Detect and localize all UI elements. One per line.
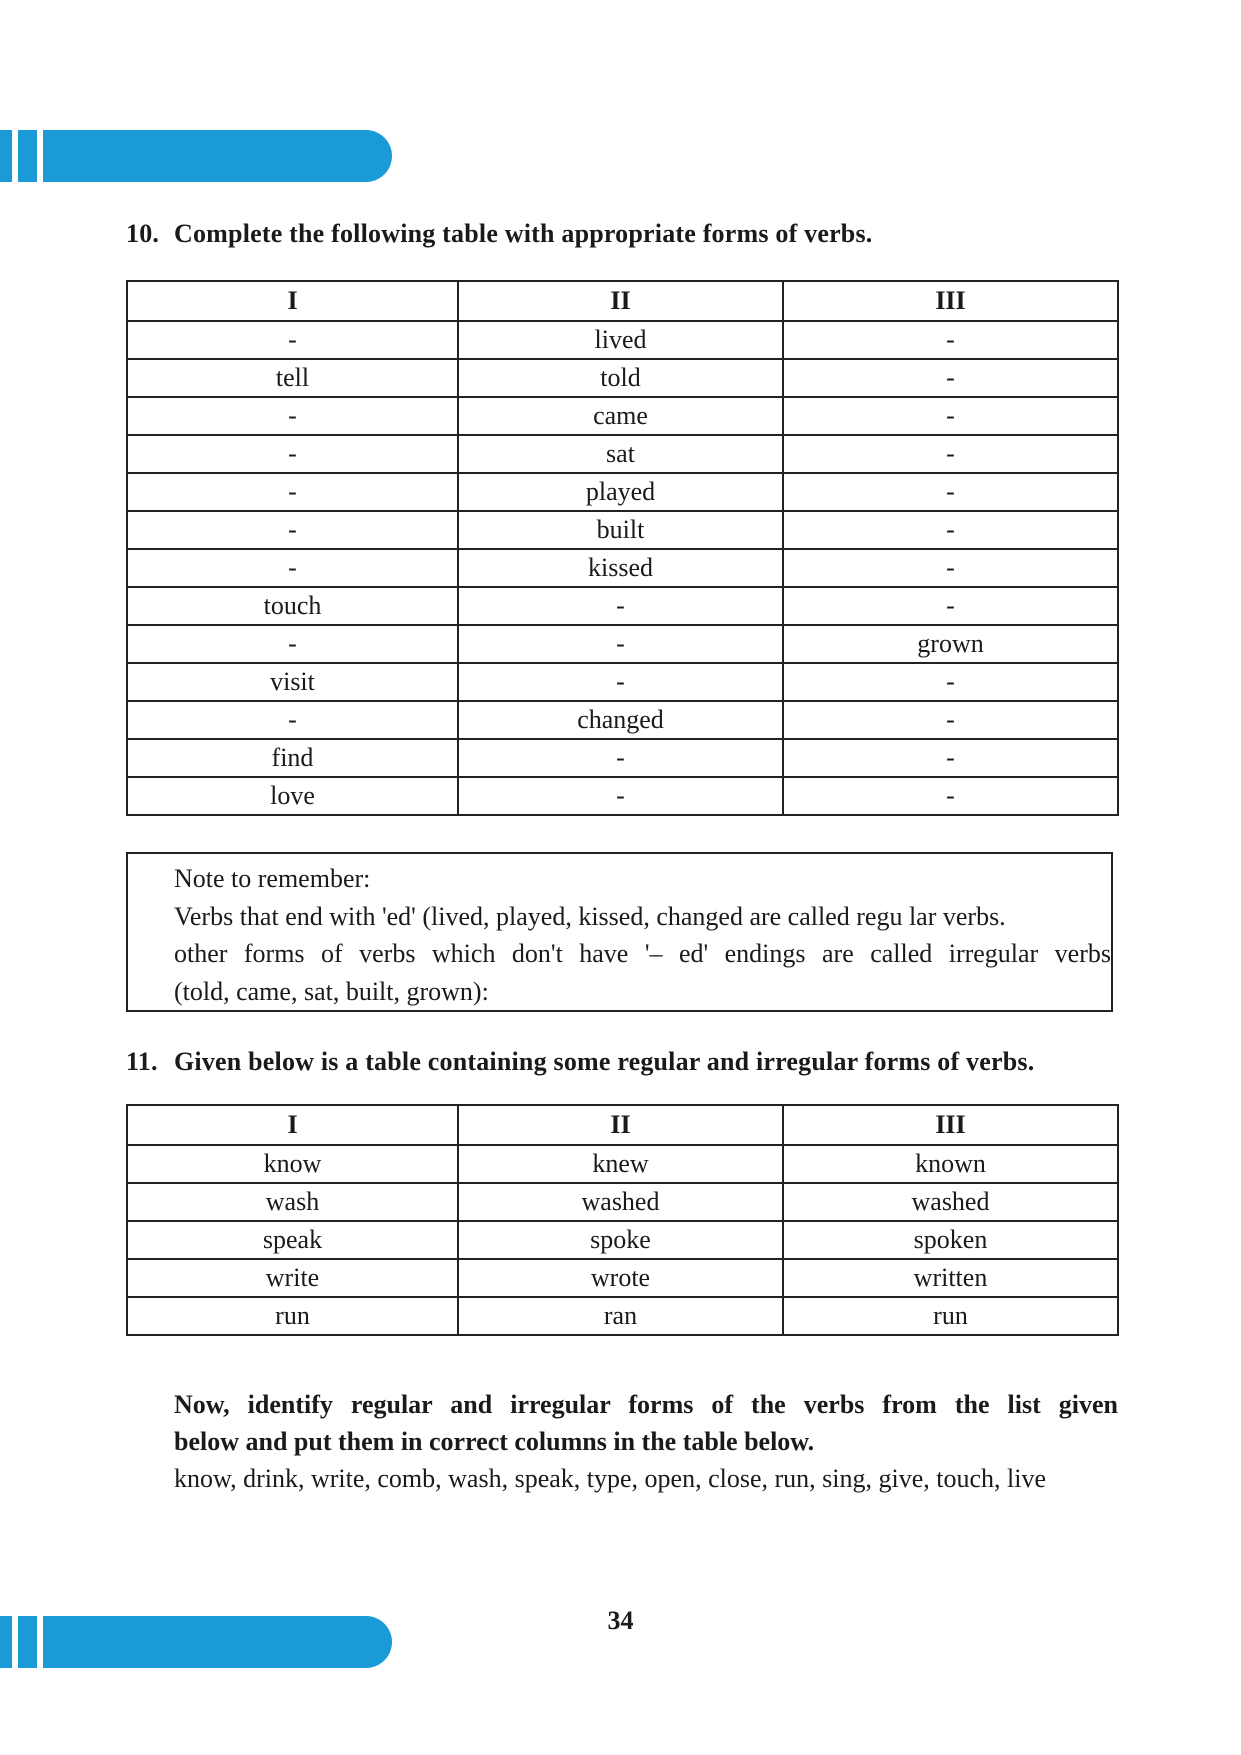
note-line: (told, came, sat, built, grown): xyxy=(174,976,489,1006)
table-cell: sat xyxy=(458,435,783,473)
header-band-stripe xyxy=(18,130,37,182)
task-line: below and put them in correct columns in the table below. xyxy=(174,1427,815,1456)
table-cell: - xyxy=(783,701,1118,739)
table-cell: - xyxy=(127,473,458,511)
column-header: III xyxy=(783,281,1118,321)
table-cell: - xyxy=(127,625,458,663)
table-cell: - xyxy=(783,663,1118,701)
header-band-stripe xyxy=(0,130,12,182)
table-cell: - xyxy=(783,359,1118,397)
table-cell: known xyxy=(783,1145,1118,1183)
table-cell: - xyxy=(127,321,458,359)
table-row xyxy=(127,359,1118,397)
table-cell: came xyxy=(458,397,783,435)
table-cell: love xyxy=(127,777,458,815)
table-cell: run xyxy=(127,1297,458,1335)
page-number: 34 xyxy=(607,1606,634,1635)
question-text: Complete the following table with appropriate forms of verbs. xyxy=(174,219,873,248)
table-row xyxy=(127,397,1118,435)
table-row xyxy=(127,777,1118,815)
verb-forms-table-2 xyxy=(126,1104,1119,1336)
table-header-row xyxy=(127,281,1118,321)
table-cell: visit xyxy=(127,663,458,701)
table-cell: - xyxy=(458,777,783,815)
table-cell: told xyxy=(458,359,783,397)
table-cell: washed xyxy=(783,1183,1118,1221)
header-band xyxy=(0,130,392,182)
table-row xyxy=(127,1145,1118,1183)
task-line: Now, identify regular and irregular forms of the verbs from the list given xyxy=(174,1390,1118,1419)
table-cell: - xyxy=(783,587,1118,625)
table-cell: - xyxy=(127,397,458,435)
task-instructions xyxy=(174,1386,1118,1497)
table-cell: grown xyxy=(783,625,1118,663)
question-10-heading xyxy=(126,219,872,249)
column-header: I xyxy=(127,281,458,321)
table-cell: - xyxy=(458,739,783,777)
table-cell: speak xyxy=(127,1221,458,1259)
table-cell: - xyxy=(458,587,783,625)
table-cell: spoken xyxy=(783,1221,1118,1259)
table-cell: changed xyxy=(458,701,783,739)
verb-word-list: know, drink, write, comb, wash, speak, type, open, close, run, sing, give, touch, live xyxy=(174,1464,1047,1493)
footer-band-stripe xyxy=(18,1616,37,1668)
note-title: Note to remember: xyxy=(174,864,371,893)
table-cell: tell xyxy=(127,359,458,397)
column-header: III xyxy=(783,1105,1118,1145)
table-cell: - xyxy=(127,511,458,549)
table-cell: wash xyxy=(127,1183,458,1221)
table-row xyxy=(127,1297,1118,1335)
table-cell: - xyxy=(783,435,1118,473)
table-cell: know xyxy=(127,1145,458,1183)
question-11-heading xyxy=(126,1047,1034,1077)
table-cell: wrote xyxy=(458,1259,783,1297)
note-line: Verbs that end with 'ed' (lived, played, kissed, changed are called regu lar verbs. xyxy=(174,901,1006,931)
table-cell: washed xyxy=(458,1183,783,1221)
table-cell: - xyxy=(783,321,1118,359)
table-cell: written xyxy=(783,1259,1118,1297)
table-cell: lived xyxy=(458,321,783,359)
table-row xyxy=(127,1183,1118,1221)
footer-band xyxy=(0,1616,392,1668)
column-header: II xyxy=(458,1105,783,1145)
column-header: II xyxy=(458,281,783,321)
table-cell: played xyxy=(458,473,783,511)
table-row xyxy=(127,1221,1118,1259)
table-cell: knew xyxy=(458,1145,783,1183)
table-cell: spoke xyxy=(458,1221,783,1259)
table-row xyxy=(127,511,1118,549)
header-band-bar xyxy=(43,130,392,182)
question-number: 10. xyxy=(126,219,160,248)
table-body xyxy=(127,321,1118,815)
question-text: Given below is a table containing some regular and irregular forms of verbs. xyxy=(174,1047,1035,1076)
table-header-row xyxy=(127,1105,1118,1145)
table-row xyxy=(127,625,1118,663)
table-cell: - xyxy=(783,397,1118,435)
column-header: I xyxy=(127,1105,458,1145)
footer-band-stripe xyxy=(0,1616,12,1668)
table-cell: touch xyxy=(127,587,458,625)
footer-band-bar xyxy=(43,1616,392,1668)
table-cell: - xyxy=(783,777,1118,815)
table-cell: - xyxy=(783,549,1118,587)
question-number: 11. xyxy=(126,1047,158,1076)
note-line: other forms of verbs which don't have '– ed' endings are called irregular verbs xyxy=(174,939,1111,968)
table-row xyxy=(127,549,1118,587)
table-row xyxy=(127,663,1118,701)
table-cell: built xyxy=(458,511,783,549)
table-row xyxy=(127,739,1118,777)
table-cell: - xyxy=(127,435,458,473)
table-cell: - xyxy=(458,625,783,663)
table-row xyxy=(127,587,1118,625)
table-row xyxy=(127,1259,1118,1297)
table-cell: - xyxy=(458,663,783,701)
table-cell: run xyxy=(783,1297,1118,1335)
verb-forms-table-1 xyxy=(126,280,1119,816)
table-cell: kissed xyxy=(458,549,783,587)
table-row xyxy=(127,473,1118,511)
table-cell: ran xyxy=(458,1297,783,1335)
note-box xyxy=(126,852,1113,1012)
table-row xyxy=(127,701,1118,739)
table-cell: - xyxy=(783,473,1118,511)
table-row xyxy=(127,435,1118,473)
table-cell: find xyxy=(127,739,458,777)
table-cell: - xyxy=(127,701,458,739)
table-cell: write xyxy=(127,1259,458,1297)
table-cell: - xyxy=(127,549,458,587)
table-cell: - xyxy=(783,511,1118,549)
table-row xyxy=(127,321,1118,359)
table-body xyxy=(127,1145,1118,1335)
table-cell: - xyxy=(783,739,1118,777)
